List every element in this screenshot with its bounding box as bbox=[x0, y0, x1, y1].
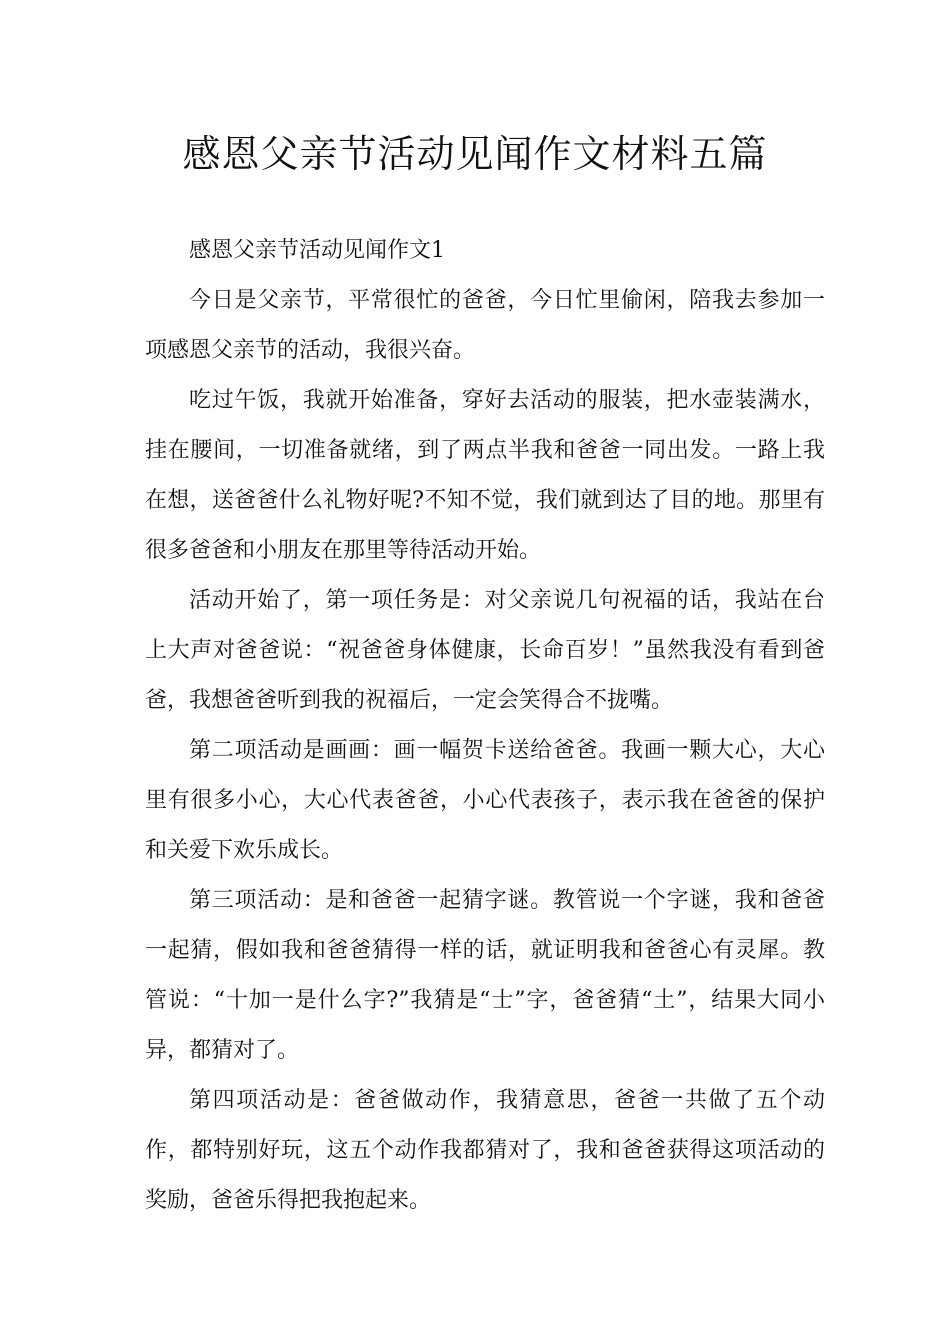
paragraph-activity-3: 第三项活动：是和爸爸一起猜字谜。教管说一个字谜，我和爸爸一起猜，假如我和爸爸猜得一样的话，就证明我和爸爸心有灵犀。教管说：“十加一是什么字?”我猜是“士”字，爸爸猜“土”，结果大同小异，都猜对了。 bbox=[145, 888, 825, 1063]
paragraph-preparation: 吃过午饭，我就开始准备，穿好去活动的服装，把水壶装满水，挂在腰间，一切准备就绪，到了两点半我和爸爸一同出发。一路上我在想，送爸爸什么礼物好呢?不知不觉，我们就到达了目的地。那里有很多爸爸和小朋友在那里等待活动开始。 bbox=[145, 388, 825, 563]
paragraph-activity-1: 活动开始了，第一项任务是：对父亲说几句祝福的话，我站在台上大声对爸爸说：“祝爸爸身体健康，长命百岁！”虽然我没有看到爸爸，我想爸爸听到我的祝福后，一定会笑得合不拢嘴。 bbox=[145, 588, 825, 713]
document-title: 感恩父亲节活动见闻作文材料五篇 bbox=[182, 132, 768, 176]
paragraph-activity-2: 第二项活动是画画：画一幅贺卡送给爸爸。我画一颗大心，大心里有很多小心，大心代表爸爸，小心代表孩子，表示我在爸爸的保护和关爱下欢乐成长。 bbox=[145, 738, 825, 863]
paragraph-activity-4: 第四项活动是：爸爸做动作，我猜意思，爸爸一共做了五个动作，都特别好玩，这五个动作我都猜对了，我和爸爸获得这项活动的奖励，爸爸乐得把我抱起来。 bbox=[145, 1088, 825, 1213]
paragraph-intro: 今日是父亲节，平常很忙的爸爸，今日忙里偷闲，陪我去参加一项感恩父亲节的活动，我很兴奋。 bbox=[145, 288, 825, 363]
document-body bbox=[145, 226, 825, 1226]
section-heading: 感恩父亲节活动见闻作文1 bbox=[189, 238, 445, 263]
